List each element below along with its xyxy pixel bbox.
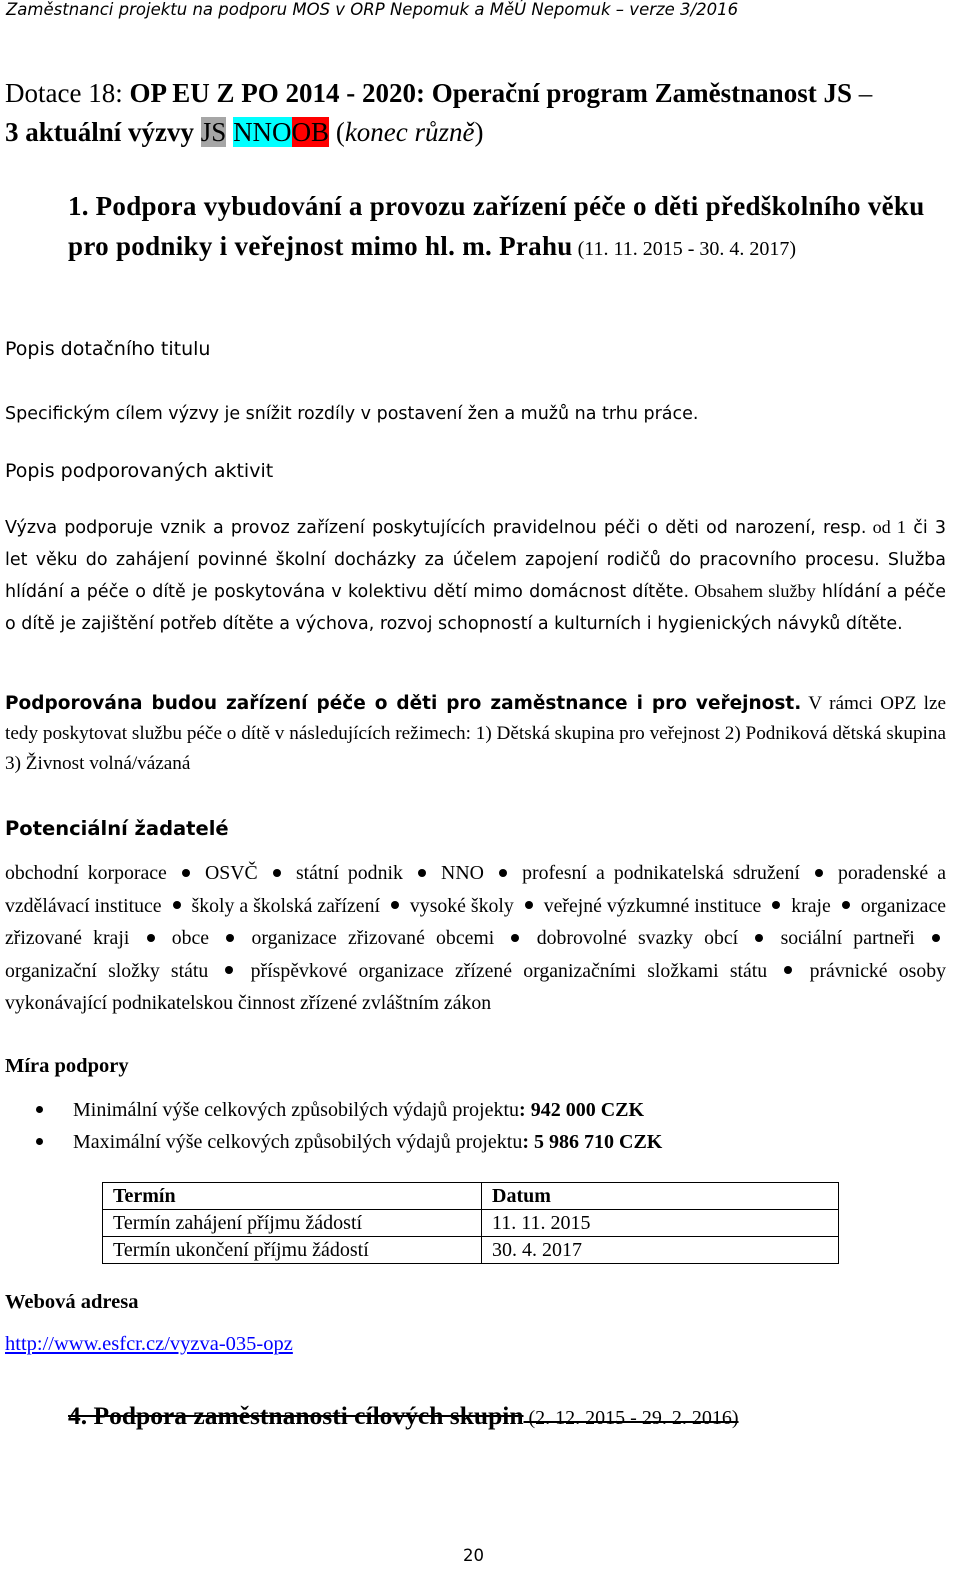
bullet-dot	[36, 1138, 43, 1145]
page-number: 20	[463, 1546, 484, 1565]
aktivity-d: Obsahem služby	[689, 581, 816, 601]
table-row	[103, 1237, 839, 1264]
tag-nno: NNO	[233, 117, 292, 147]
applicant-item: vysoké školy	[409, 894, 514, 917]
separator-dot	[182, 869, 190, 877]
table-cell: 11. 11. 2015	[482, 1210, 839, 1237]
title-note: konec různě	[344, 117, 475, 147]
heading-popis: Popis dotačního titulu	[5, 338, 211, 360]
table-cell: 30. 4. 2017	[482, 1237, 839, 1264]
applicant-item: poradenské a vzdělávací instituce	[5, 862, 946, 917]
program-1-dates: (11. 11. 2015 - 30. 4. 2017)	[572, 238, 797, 260]
applicant-item: státní podnik	[295, 862, 403, 884]
title-count: 3 aktuální výzvy	[5, 117, 201, 147]
applicant-item: příspěvkové organizace zřízené organizačními složkami státu	[250, 959, 768, 982]
applicant-item: dobrovolné svazky obcí	[536, 927, 739, 949]
separator-dot	[784, 966, 792, 974]
heading-web: Webová adresa	[5, 1291, 139, 1313]
program-4-dates: (2. 12. 2015 - 29. 2. 2016)	[523, 1407, 739, 1429]
podporovano-bold: Podporována budou zařízení péče o děti pro zaměstnance i pro veřejnost.	[5, 693, 802, 714]
bullet-min	[36, 1099, 644, 1122]
table-row	[103, 1210, 839, 1237]
program-4-heading	[68, 1401, 739, 1431]
program-1-heading	[68, 186, 953, 269]
bullet-max	[36, 1131, 662, 1154]
applicant-item: NNO	[441, 862, 484, 884]
popis-text-content: Specifickým cílem výzvy je snížit rozdíly v postavení žen a mužů na trhu práce.	[5, 404, 699, 424]
bullet-max-value: : 5 986 710 CZK	[522, 1131, 663, 1153]
applicant-item: profesní a podnikatelská sdružení	[522, 862, 800, 884]
separator-dot	[226, 934, 234, 942]
web-link[interactable]: http://www.esfcr.cz/vyzva-035-opz	[5, 1333, 293, 1355]
table-header-row	[103, 1183, 839, 1210]
table-header-cell	[482, 1183, 839, 1210]
separator-dot	[842, 901, 850, 909]
grant-title	[5, 74, 950, 152]
separator-dot	[755, 934, 763, 942]
heading-zadatele: Potenciální žadatelé	[5, 817, 229, 840]
applicant-item: organizace zřizované obcemi	[251, 927, 495, 949]
separator-dot	[418, 869, 426, 877]
tag-ob: OB	[291, 117, 330, 147]
podporovano-paragraph	[5, 689, 946, 779]
applicant-list	[5, 857, 946, 1020]
applicant-item: organizace zřizované kraji	[5, 894, 946, 949]
bullet-max-text: Maximální výše celkových způsobilých výdajů projektu	[73, 1131, 523, 1153]
applicant-item: kraje	[791, 894, 831, 917]
title-program-name: OP EU Z PO 2014 - 2020: Operační program Zaměstnanost JS	[129, 78, 852, 108]
separator-dot	[772, 901, 780, 909]
aktivity-c: či 3 let věku do zahájení povinné školní docházky za účelem zapojení rodičů do pracovního procesu. Služba hlídání a péče o dítě je poskytována v kolektivu dětí mimo domácnost dítěte.	[5, 518, 946, 602]
program-4-name: 4. Podpora zaměstnanosti cílových skupin	[68, 1401, 524, 1430]
paren-open: (	[329, 117, 345, 147]
title-dash: –	[851, 78, 873, 108]
applicant-item: sociální partneři	[780, 927, 915, 949]
table-cell: Termín zahájení příjmu žádostí	[103, 1210, 482, 1237]
podporovano-text: V rámci OPZ lze tedy poskytovat službu péče o dítě v následujících režimech: 1) Dětská skupina pro veřejnost 2) Podniková dětská skupina 3) Živnost volná/vázaná	[5, 693, 946, 774]
bullet-min-text: Minimální výše celkových způsobilých výdajů projektu	[73, 1099, 520, 1121]
applicant-item: organizační složky státu	[5, 959, 209, 982]
running-header: Zaměstnanci projektu na podporu MOS v ORP Nepomuk a MěÚ Nepomuk – verze 3/2016	[6, 0, 739, 19]
header-termin: Termín	[113, 1185, 176, 1207]
applicant-item: veřejné výzkumné instituce	[543, 894, 762, 917]
separator-dot	[525, 901, 533, 909]
paren-close: )	[474, 117, 484, 147]
separator-dot	[391, 901, 399, 909]
aktivity-a: Výzva podporuje vznik a provoz zařízení poskytujících pravidelnou péči o děti od narození, resp.	[5, 518, 867, 538]
separator-dot	[225, 966, 233, 974]
heading-mira: Míra podpory	[5, 1055, 129, 1077]
table-header-cell	[103, 1183, 482, 1210]
table-cell: Termín ukončení příjmu žádostí	[103, 1237, 482, 1264]
tag-js: JS	[200, 117, 227, 147]
separator-dot	[511, 934, 519, 942]
separator-dot	[173, 901, 181, 909]
applicant-item: obce	[171, 927, 210, 949]
program-1-number: 1.	[68, 191, 89, 221]
program-1-name: Podpora vybudování a provozu zařízení péče o děti předškolního věku pro podniky i veřejnost mimo hl. m. Prahu	[68, 191, 925, 261]
header-datum: Datum	[492, 1185, 551, 1207]
separator-dot	[147, 934, 155, 942]
aktivity-e: hlídání a péče o dítě je zajištění potřeb dítěte a výchova, rozvoj schopností a kulturních i hygienických návyků dítěte.	[5, 582, 946, 634]
terms-table	[102, 1182, 839, 1264]
separator-dot	[273, 869, 281, 877]
popis-text	[5, 404, 698, 424]
applicant-item: OSVČ	[204, 862, 258, 884]
separator-dot	[932, 934, 940, 942]
bullet-min-value: : 942 000 CZK	[519, 1099, 645, 1121]
separator-dot	[499, 869, 507, 877]
title-prefix: Dotace 18:	[5, 78, 130, 108]
aktivity-b: od 1	[866, 517, 907, 537]
heading-aktivity: Popis podporovaných aktivit	[5, 460, 274, 482]
applicant-item: obchodní korporace	[5, 862, 167, 884]
bullet-dot	[36, 1106, 43, 1113]
separator-dot	[815, 869, 823, 877]
applicant-item: školy a školská zařízení	[191, 894, 380, 917]
aktivity-paragraph	[5, 512, 946, 640]
applicant-item: právnické osoby vykonávající podnikatelskou činnost zřízené zvláštním zákon	[5, 959, 946, 1014]
